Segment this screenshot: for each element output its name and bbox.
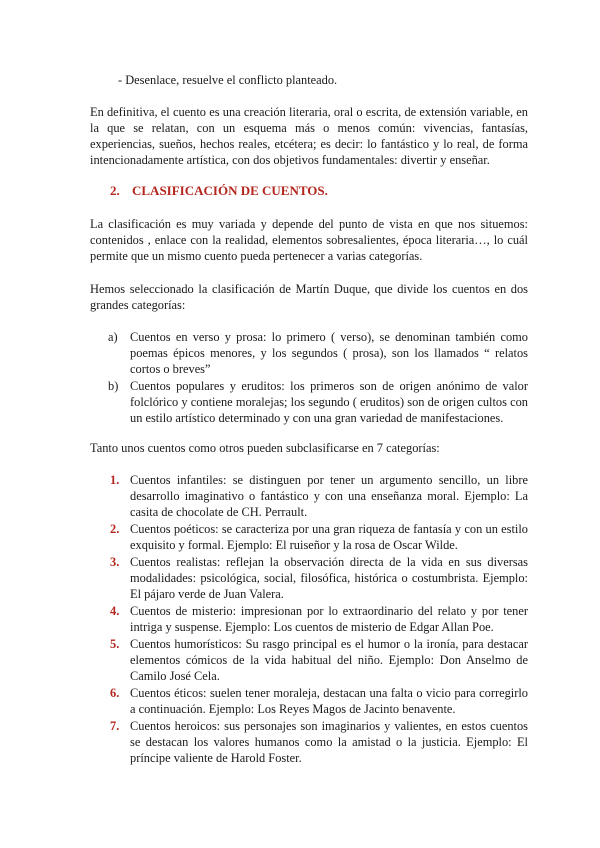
list-item-text: Cuentos de misterio: impresionan por lo extraordinario del relato y por tener intriga y suspense. Ejemplo: Los cuentos de misterio de Edgar Allan Poe. (130, 604, 528, 634)
list-item (90, 329, 528, 377)
list-item (90, 378, 528, 426)
list-item (90, 718, 528, 766)
list-item-text: Cuentos poéticos: se caracteriza por una gran riqueza de fantasía y con un estilo exquisito y formal. Ejemplo: El ruiseñor y la rosa de Oscar Wilde. (130, 522, 528, 552)
list-marker: 4. (110, 604, 120, 618)
list-item (90, 685, 528, 717)
list-item (90, 472, 528, 520)
list-marker: 5. (110, 637, 120, 651)
list-item-text: Cuentos realistas: reflejan la observación directa de la vida en sus diversas modalidades: psicológica, social, filosófica, histórica o costumbrista. Ejemplo: El pájaro verde de Juan Valera. (130, 555, 528, 601)
section-number: 2. (110, 183, 120, 198)
subcategories-intro: Tanto unos cuentos como otros pueden subclasificarse en 7 categorías: (90, 441, 440, 455)
list-marker: b) (108, 379, 119, 393)
list-marker: a) (108, 330, 118, 344)
classification-paragraph: La clasificación es muy variada y depende del punto de vista en que nos situemos: contenidos , enlace con la realidad, elementos sobresalientes, época literaria…, lo cuál permite que un mismo cuento pueda pertenecer a varias categorías. (90, 217, 528, 263)
main-categories-list (90, 329, 528, 427)
subcategories-list (90, 472, 528, 767)
list-item-text: Cuentos humorísticos: Su rasgo principal es el humor o la ironía, para destacar elementos cómicos de la vida habitual del niño. Ejemplo: Don Anselmo de Camilo José Cela. (130, 637, 528, 683)
section-title: CLASIFICACIÓN DE CUENTOS. (132, 183, 328, 198)
list-item (90, 603, 528, 635)
list-marker: 1. (110, 473, 120, 487)
definition-paragraph: En definitiva, el cuento es una creación literaria, oral o escrita, de extensión variable, en la que se relatan, con un esquema más o menos común: vivencias, fantasías, experiencias, sueños, hechos reales, etcétera; es decir: lo fantástico y lo real, de forma intencionadamente artística, con dos objetivos fundamentales: divertir y enseñar. (90, 105, 528, 167)
list-item-text: Cuentos infantiles: se distinguen por tener un argumento sencillo, un libre desarrollo imaginativo o fantástico y con una enseñanza moral. Ejemplo: La casita de chocolate de CH. Perrault. (130, 473, 528, 519)
list-item (90, 554, 528, 602)
list-item-text: Cuentos en verso y prosa: lo primero ( verso), se denominan también como poemas épicos menores, y los segundos ( prosa), son los llamados “ relatos cortos o breves” (130, 330, 528, 376)
list-item-text: Cuentos populares y eruditos: los primeros son de origen anónimo de valor folclórico y contiene moralejas; los segundo ( eruditos) son de origen cultos con un estilo artístico determinado y con una gran variedad de manifestaciones. (130, 379, 528, 425)
desenlace-line: - Desenlace, resuelve el conflicto planteado. (118, 73, 338, 87)
list-item-text: Cuentos éticos: suelen tener moraleja, destacan una falta o vicio para corregirlo a continuación. Ejemplo: Los Reyes Magos de Jacinto benavente. (130, 686, 528, 716)
list-marker: 6. (110, 686, 120, 700)
section-heading (110, 183, 328, 199)
duque-paragraph: Hemos seleccionado la clasificación de Martín Duque, que divide los cuentos en dos grandes categorías: (90, 282, 528, 312)
list-marker: 2. (110, 522, 120, 536)
list-marker: 7. (110, 719, 120, 733)
list-item (90, 636, 528, 684)
list-item (90, 521, 528, 553)
list-marker: 3. (110, 555, 120, 569)
list-item-text: Cuentos heroicos: sus personajes son imaginarios y valientes, en estos cuentos se destacan los valores humanos como la amistad o la justicia. Ejemplo: El príncipe valiente de Harold Foster. (130, 719, 528, 765)
